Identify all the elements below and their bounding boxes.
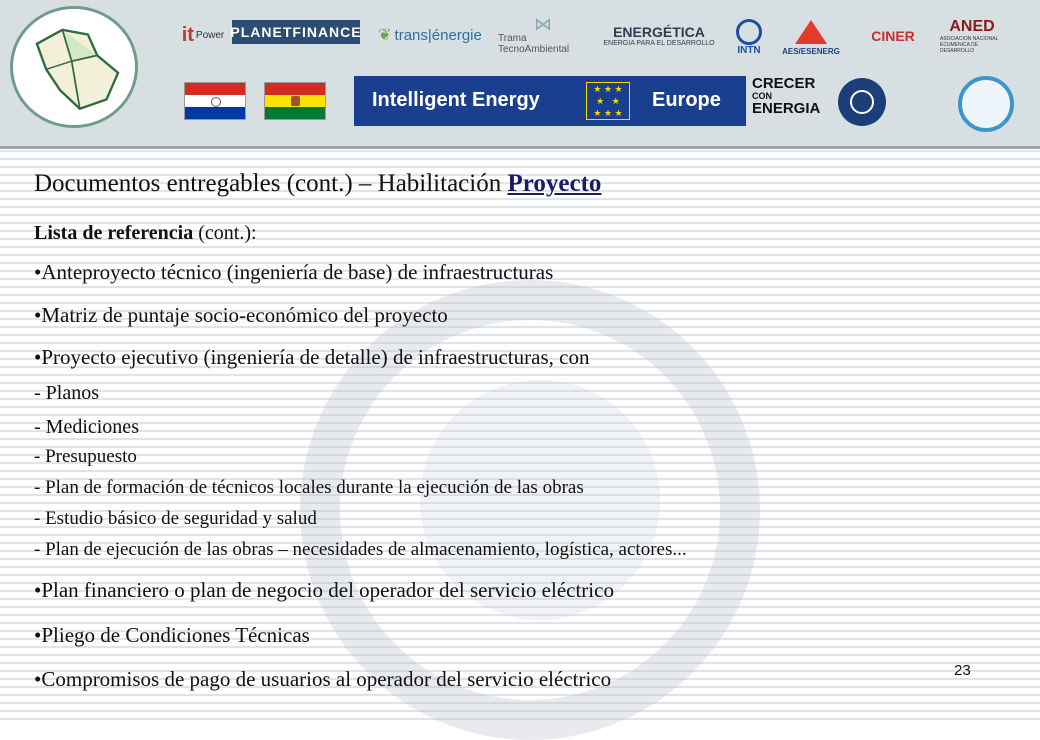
list-subitem: - Mediciones bbox=[34, 416, 139, 438]
list-item: •Proyecto ejecutivo (ingeniería de detalle) de infraestructuras, con bbox=[34, 345, 590, 369]
reference-list-heading-bold: Lista de referencia bbox=[34, 222, 194, 244]
planetfinance-logo: PLANETFINANCE bbox=[232, 20, 360, 44]
intn-logo-text: INTN bbox=[737, 44, 761, 56]
slide-title bbox=[34, 170, 601, 198]
itpower-logo-suffix: Power bbox=[195, 29, 225, 41]
list-item: •Anteproyecto técnico (ingeniería de base) de infraestructuras bbox=[34, 260, 554, 284]
leaf-icon: ❦ bbox=[378, 27, 392, 44]
list-subitem: - Estudio básico de seguridad y salud bbox=[34, 508, 317, 529]
reference-list-heading-rest: (cont.): bbox=[193, 222, 257, 244]
aned-logo-text: ANED bbox=[949, 18, 995, 35]
energetica-logo-text: ENERGÉTICA bbox=[613, 23, 705, 40]
crecer-logo-line3: ENERGIA bbox=[752, 100, 821, 117]
banner-right-text: Europe bbox=[652, 89, 721, 111]
itpower-logo-text: it bbox=[181, 23, 194, 46]
slide-title-emphasis: Proyecto bbox=[507, 170, 602, 197]
slide-title-main: Documentos entregables (cont.) – Habilitación bbox=[34, 170, 508, 197]
energetica-logo-subtitle: ENERGIA PARA EL DESARROLLO bbox=[603, 39, 715, 47]
list-item: •Plan financiero o plan de negocio del operador del servicio eléctrico bbox=[34, 578, 614, 602]
trama-symbol-icon: ⋈ bbox=[534, 14, 552, 34]
list-item: •Pliego de Condiciones Técnicas bbox=[34, 623, 310, 647]
transenergie-logo-text: trans|énergie bbox=[394, 26, 482, 44]
trama-logo-text: Trama TecnoAmbiental bbox=[498, 33, 570, 55]
list-subitem: - Plan de ejecución de las obras – necesidades de almacenamiento, logística, actores... bbox=[34, 539, 687, 560]
list-subitem: - Plan de formación de técnicos locales durante la ejecución de las obras bbox=[34, 477, 584, 498]
banner-left-text: Intelligent Energy bbox=[372, 89, 540, 111]
list-item: •Compromisos de pago de usuarios al operador del servicio eléctrico bbox=[34, 667, 612, 691]
list-subitem: - Presupuesto bbox=[34, 446, 137, 467]
crecer-logo-line1: CRECER bbox=[752, 75, 816, 92]
list-subitem: - Planos bbox=[34, 382, 99, 404]
ciner-logo: CINER bbox=[871, 28, 915, 44]
page-number: 23 bbox=[954, 662, 971, 679]
aes-logo-text: AES/ESENERG bbox=[782, 47, 840, 56]
list-item: •Matriz de puntaje socio-económico del proyecto bbox=[34, 303, 448, 327]
eu-stars-icon: ★ ★ ★ ★ ★ ★ ★ ★ bbox=[586, 82, 630, 120]
aned-logo-subtitle: ASOCIACION NACIONAL ECUMENICA DE DESARROLLO bbox=[940, 36, 999, 54]
crecer-logo-line2: CON bbox=[752, 91, 772, 101]
reference-list-heading bbox=[34, 222, 257, 245]
